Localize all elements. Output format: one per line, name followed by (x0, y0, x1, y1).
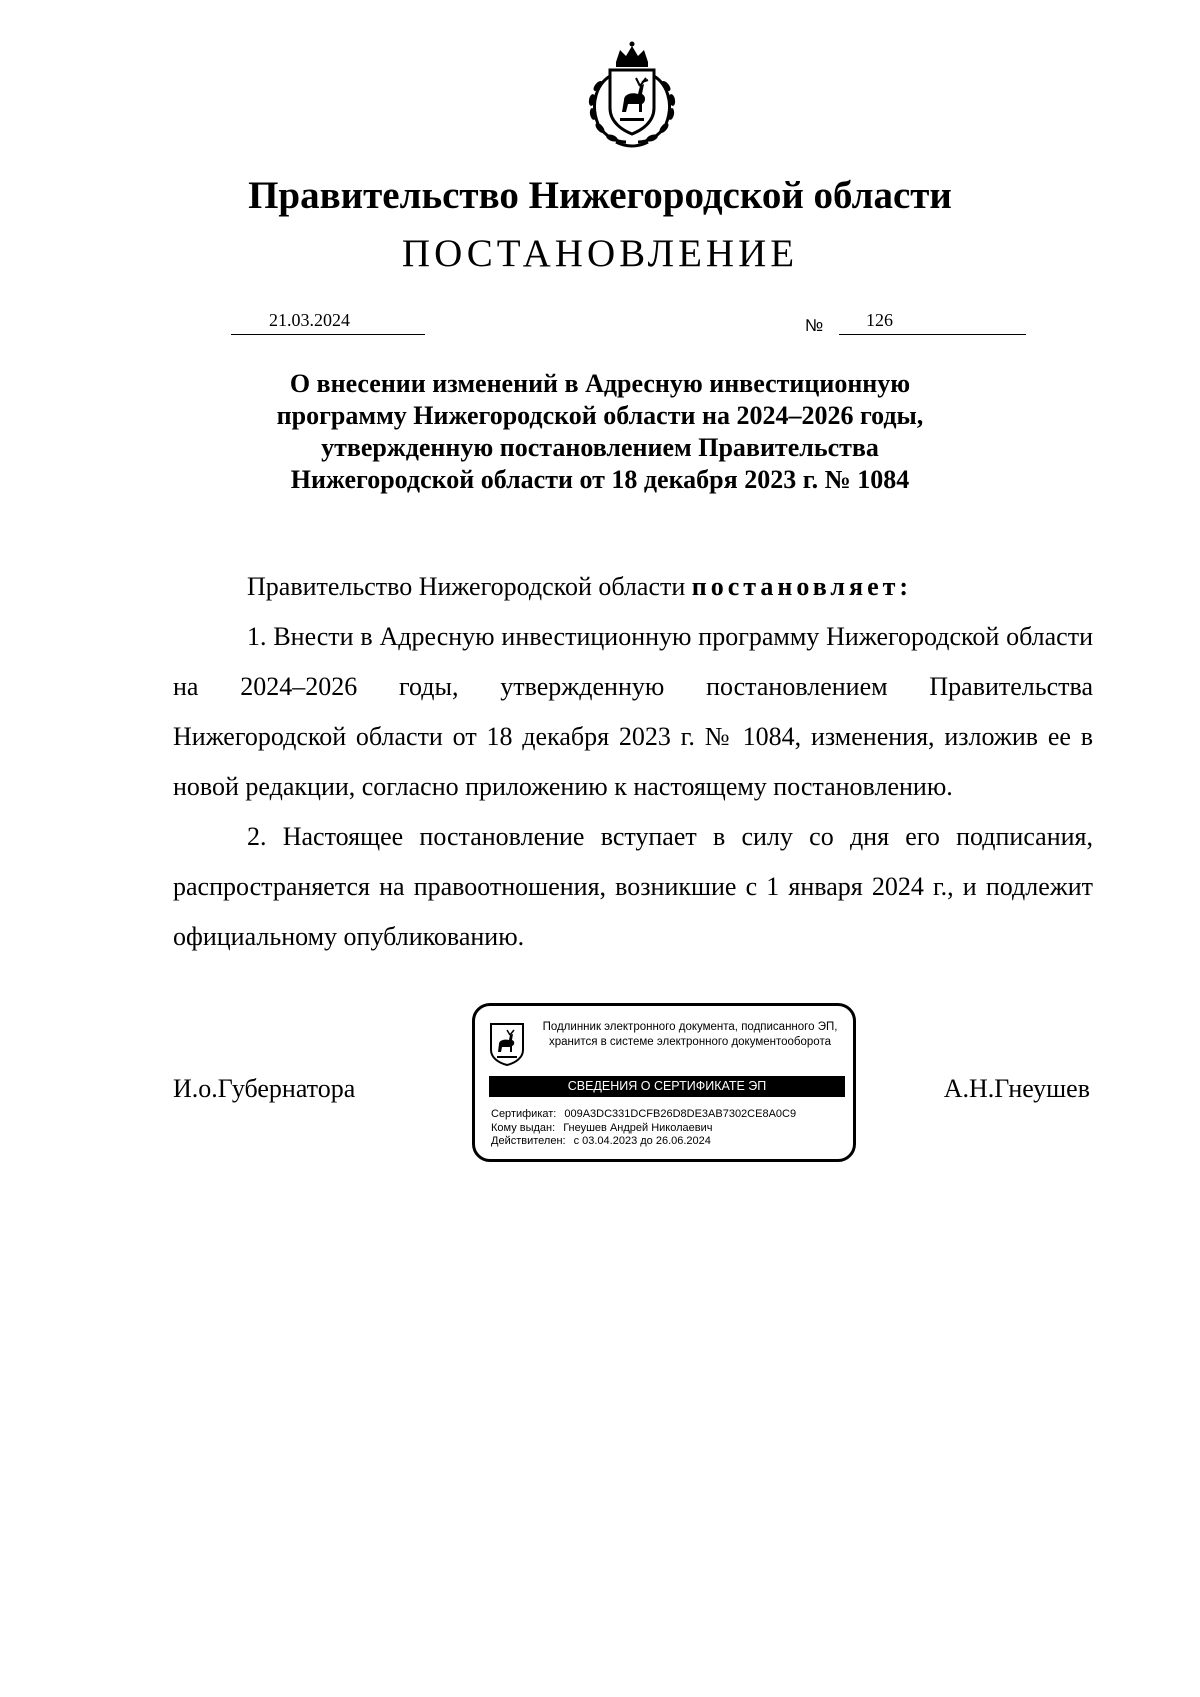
issued-to-row (491, 1122, 796, 1136)
coat-of-arms-icon (576, 38, 688, 150)
document-type: ПОСТАНОВЛЕНИЕ (401, 232, 799, 275)
document-number: 126 (866, 310, 893, 330)
paragraph-2: 2. Настоящее постановление вступает в силу со дня его подписания, распространяется на правоотношения, возникшие с 1 января 2024 г., и подлежит официальному опубликованию. (173, 822, 1093, 951)
organization-title: Правительство Нижегородской области (248, 174, 952, 217)
subject-line: программу Нижегородской области на 2024–2026 годы, (276, 401, 924, 430)
subject-line: О внесении изменений в Адресную инвестиционную (289, 369, 911, 398)
stamp-header-line: хранится в системе электронного документооборота (549, 1036, 831, 1048)
issued-to-label: Кому выдан: (491, 1121, 556, 1134)
signatory-position: И.о.Губернатора (173, 1074, 356, 1103)
document-subject (230, 368, 970, 496)
document-body (173, 562, 1093, 962)
intro-paragraph (173, 562, 1093, 612)
number-sign: № (805, 316, 824, 335)
stamp-header-line: Подлинник электронного документа, подписанного ЭП, (542, 1021, 838, 1033)
intro-prefix: Правительство Нижегородской области (247, 572, 686, 601)
validity-label: Действителен: (491, 1135, 566, 1147)
signatory-name: А.Н.Гнеушев (943, 1074, 1090, 1103)
certificate-info-bar: СВЕДЕНИЯ О СЕРТИФИКАТЕ ЭП (489, 1076, 845, 1097)
electronic-signature-stamp (472, 1003, 856, 1162)
subject-line: Нижегородской области от 18 декабря 2023 г. № 1084 (290, 465, 910, 494)
number-field (839, 308, 1026, 335)
paragraph-1: 1. Внести в Адресную инвестиционную программу Нижегородской области на 2024–2026 годы, утвержденную постановлением Правительства Нижегородской области от 18 декабря 2023 г. № 1084, изменения, изложив ее в новой редакции, согласно приложению к настоящему постановлению. (173, 622, 1093, 801)
certificate-label: Сертификат: (491, 1108, 557, 1120)
stamp-header (529, 1020, 851, 1050)
intro-verb: постановляет: (691, 572, 913, 601)
issued-to-value: Гнеушев Андрей Николаевич (563, 1121, 713, 1134)
document-date: 21.03.2024 (269, 310, 350, 330)
validity-row (491, 1135, 796, 1149)
certificate-value: 009A3DC331DCFB26D8DE3AB7302CE8A0C9 (564, 1108, 797, 1120)
date-field (231, 308, 425, 335)
certificate-row (491, 1108, 796, 1122)
certificate-details (491, 1108, 796, 1149)
deer-shield-icon (489, 1022, 525, 1066)
subject-line: утвержденную постановлением Правительства (321, 433, 879, 462)
validity-value: с 03.04.2023 до 26.06.2024 (573, 1135, 711, 1147)
